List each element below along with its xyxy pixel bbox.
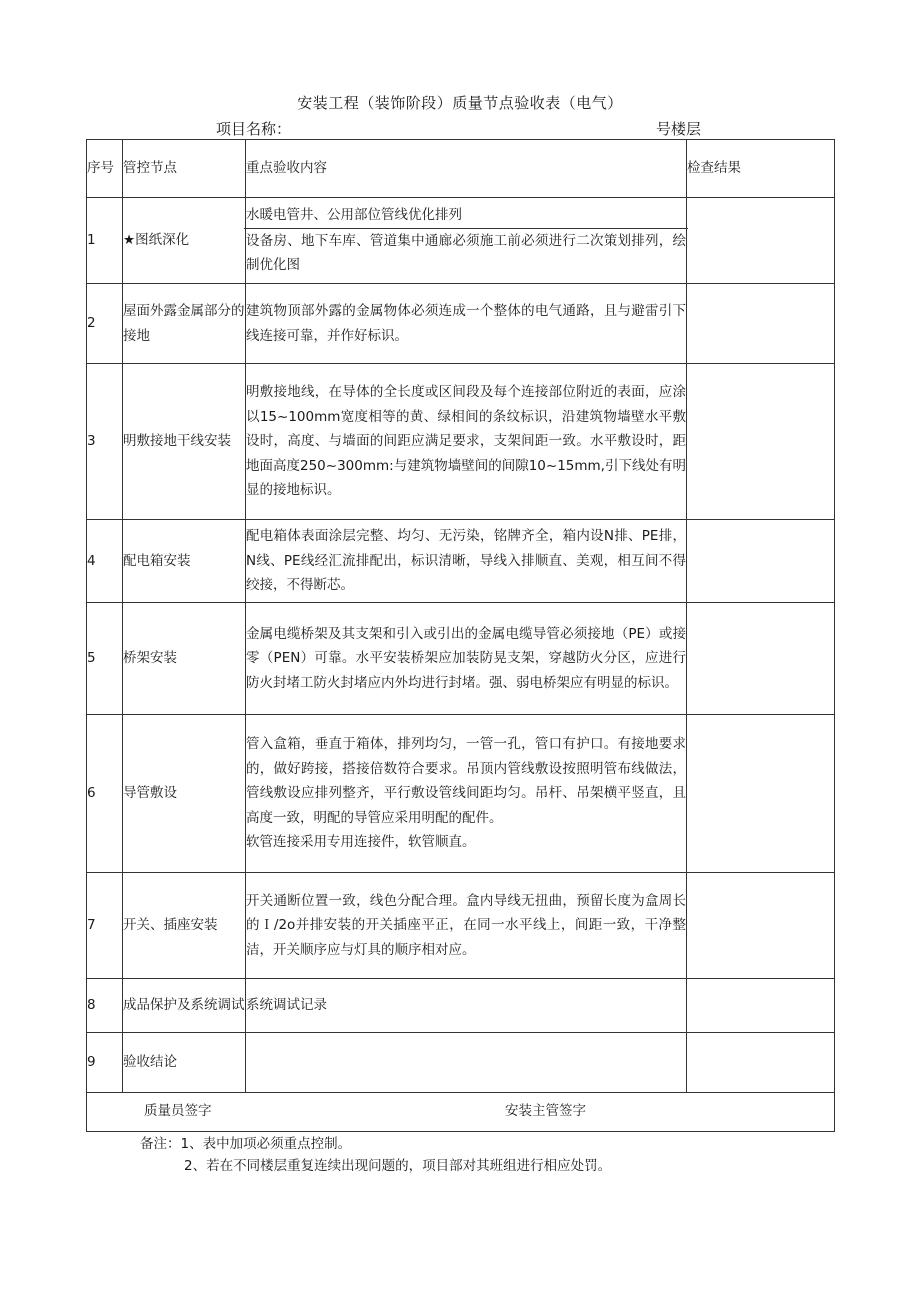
page-title: 安装工程（装饰阶段）质量节点验收表（电气） — [297, 94, 623, 112]
row-content-line-a: 水暖电管井、公用部位管线优化排列 — [244, 203, 688, 229]
table-row — [87, 1033, 835, 1093]
header-content: 重点验收内容 — [246, 140, 687, 198]
row-content-extra: 软管连接采用专用连接件，软管顺直。 — [246, 834, 476, 851]
row-content[interactable] — [246, 1033, 687, 1093]
row-content — [246, 715, 687, 873]
row-result-cell[interactable] — [687, 520, 835, 603]
row-node: 屋面外露金属部分的接地 — [123, 284, 246, 364]
signature-cell — [87, 1093, 835, 1132]
header-no: 序号 — [87, 140, 123, 198]
row-no: 2 — [87, 284, 123, 364]
row-result-cell[interactable] — [687, 198, 835, 284]
table-header-row — [87, 140, 835, 198]
row-content: 建筑物顶部外露的金属物体必须连成一个整体的电气通路，且与避雷引下线连接可靠，并作好标识。 — [246, 284, 687, 364]
table-row — [87, 979, 835, 1033]
row-content-main: 管入盒箱，垂直于箱体，排列均匀，一管一孔，管口有护口。有接地要求的，做好跨接，搭接倍数符合要求。吊顶内管线敷设按照明管布线做法，管线敷设应排列整齐，平行敷设管线间距均匀。吊杆、吊架横平竖直，且高度一致，明配的导管应采用明配的配件。 — [246, 736, 686, 826]
table-row — [87, 284, 835, 364]
row-content: 配电箱体表面涂层完整、均匀、无污染，铭牌齐全，箱内设N排、PE排，N线、PE线经汇流排配出，标识清晰，导线入排顺直、美观，相互间不得绞接，不得断芯。 — [246, 520, 687, 603]
row-node: 成品保护及系统调试 — [123, 979, 246, 1033]
row-content: 金属电缆桥架及其支架和引入或引出的金属电缆导管必须接地（PE）或接零（PEN）可靠。水平安装桥架应加装防晃支架，穿越防火分区，应进行防火封堵工防火封堵应内外均进行封堵。强、弱电桥架应有明显的标识。 — [246, 603, 687, 715]
row-no: 8 — [87, 979, 123, 1033]
row-no: 9 — [87, 1033, 123, 1093]
row-node: 开关、插座安装 — [123, 873, 246, 979]
row-result-cell[interactable] — [687, 603, 835, 715]
row-content: 系统调试记录 — [246, 979, 687, 1033]
table-row — [87, 364, 835, 520]
row-content: 开关通断位置一致，线色分配合理。盒内导线无扭曲，预留长度为盒周长的Ｉ/2o并排安装的开关插座平正，在同一水平线上，间距一致，干净整洁，开关顺序应与灯具的顺序相对应。 — [246, 873, 687, 979]
row-result-cell[interactable] — [687, 364, 835, 520]
table-row — [87, 873, 835, 979]
floor-label: 号楼层 — [656, 120, 702, 138]
row-result-cell[interactable] — [687, 873, 835, 979]
table-row — [87, 715, 835, 873]
row-result-cell[interactable] — [687, 979, 835, 1033]
row-result-cell[interactable] — [687, 715, 835, 873]
row-content-line-b: 设备房、地下车库、管道集中通廊必须施工前必须进行二次策划排列，绘制优化图 — [246, 232, 686, 274]
row-content: 明敷接地线，在导体的全长度或区间段及每个连接部位附近的表面，应涂以15~100mm宽度相等的黄、绿相间的条纹标识，沿建筑物墙壁水平敷设时，高度、与墙面的间距应满足要求，支架间距一致。水平敷设时，距地面高度250~300mm:与建筑物墙壁间的间隙10~15mm,引下线处有明显的接地标识。 — [246, 364, 687, 520]
project-info-line — [0, 118, 920, 140]
remark-line-2: 2、若在不同楼层重复连续出现问题的，项目部对其班组进行相应处罚。 — [184, 1158, 612, 1174]
header-result: 检查结果 — [687, 140, 835, 198]
row-node: ★图纸深化 — [123, 198, 246, 284]
row-result-cell[interactable] — [687, 1033, 835, 1093]
row-no: 6 — [87, 715, 123, 873]
row-node: 验收结论 — [123, 1033, 246, 1093]
row-node: 桥架安装 — [123, 603, 246, 715]
row-no: 5 — [87, 603, 123, 715]
row-no: 3 — [87, 364, 123, 520]
project-name-label: 项目名称： — [216, 120, 292, 138]
quality-inspector-signature-label: 质量员签字 — [144, 1103, 212, 1119]
signature-row — [87, 1093, 835, 1132]
row-content — [246, 198, 687, 284]
header-node: 管控节点 — [123, 140, 246, 198]
row-no: 1 — [87, 198, 123, 284]
row-no: 4 — [87, 520, 123, 603]
inspection-table — [86, 139, 835, 1132]
table-row — [87, 198, 835, 284]
remarks — [140, 1133, 611, 1177]
row-node: 明敷接地干线安装 — [123, 364, 246, 520]
table-row — [87, 520, 835, 603]
remark-line-1: 备注：1、表中加项必须重点控制。 — [140, 1136, 352, 1152]
row-node: 导管敷设 — [123, 715, 246, 873]
row-node: 配电箱安装 — [123, 520, 246, 603]
row-no: 7 — [87, 873, 123, 979]
row-result-cell[interactable] — [687, 284, 835, 364]
supervisor-signature-label: 安装主管签字 — [505, 1103, 586, 1119]
table-row — [87, 603, 835, 715]
